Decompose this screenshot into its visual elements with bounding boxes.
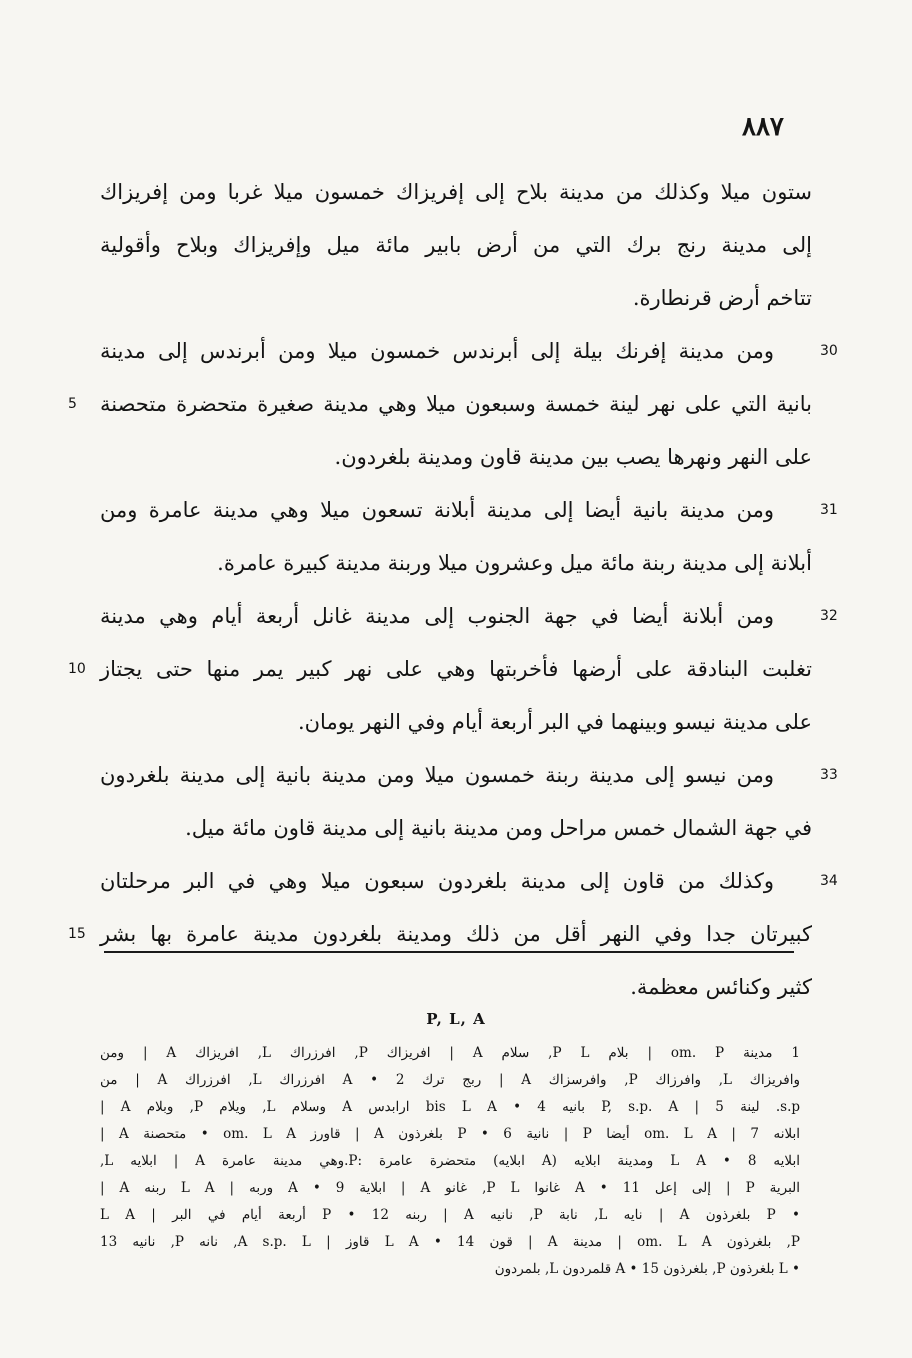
- text-line: [100, 325, 838, 378]
- line-text: كثير وكنائس معظمة.: [630, 975, 812, 999]
- text-line: [100, 166, 812, 219]
- footnote-divider: [104, 951, 794, 953]
- text-line: [100, 802, 812, 855]
- line-text: ومن مدينة إفرنك بيلة إلى أبرندس خمسون ميلا ومن أبرندس إلى مدينة: [100, 339, 774, 363]
- text-line: [100, 537, 812, 590]
- line-text: تتاخم أرض قرنطارة.: [632, 286, 812, 310]
- line-text: في جهة الشمال خمس مراحل ومن مدينة بانية إلى مدينة قاون مائة ميل.: [185, 816, 812, 840]
- line-number: 15: [68, 926, 86, 942]
- text-line: [100, 272, 812, 325]
- paragraph-number: 34: [820, 873, 838, 889]
- line-text: بانية التي على نهر لينة خمسة وسبعون ميلا وهي مدينة صغيرة متحضرة متحصنة: [100, 392, 812, 416]
- paragraph-number: 33: [820, 767, 838, 783]
- text-line: [100, 696, 812, 749]
- critical-apparatus: [100, 1040, 800, 1283]
- text-line: [100, 855, 838, 908]
- line-text: على مدينة نيسو وبينهما في البر أربعة أيام وفي النهر يومان.: [297, 710, 812, 734]
- apparatus-line: • P بلغرذون A | نايه L, نابة P, نانيه A | ربنه 12 • P أربعة أيام في البر | L A: [100, 1207, 800, 1223]
- line-text: إلى مدينة رنج برك التي من أرض بابير مائة ميل وإفريزاك وبلاح وأقولية: [100, 233, 812, 257]
- apparatus-line: s.p. لينة P, s.p. A | 5 بانيه bis L A • 4 ارابدس A وسلام L, ويلام P, وبلام A |: [100, 1099, 801, 1115]
- line-text: ومن أبلانة أيضا في جهة الجنوب إلى مدينة غانل أربعة أيام وهي مدينة: [100, 604, 774, 628]
- line-text: ومن نيسو إلى مدينة ربنة خمسون ميلا ومن مدينة بانية إلى مدينة بلغردون: [100, 763, 774, 787]
- text-line: [68, 378, 812, 431]
- line-number: 5: [68, 396, 77, 412]
- text-line: [100, 749, 838, 802]
- line-number: 10: [68, 661, 86, 677]
- line-text: تغلبت البنادقة على أرضها فأخربتها وهي على نهر كبير يمر منها حتى يجتاز: [100, 657, 812, 681]
- apparatus-line: P, بلغرذون om. L A | مدينة A | قون 14 • L A قاوز | A s.p. L, نانه P, نانيه 13: [100, 1234, 800, 1250]
- text-line: [100, 590, 838, 643]
- apparatus-line: ابلايه 8 • L A ومدينة ابلايه (A ابلايه) متحضرة عامرة :P.وهي مدينة عامرة A | ابلايه L,: [100, 1153, 800, 1169]
- text-line: [100, 431, 812, 484]
- line-text: ومن مدينة بانية أيضا إلى مدينة أبلانة تسعون ميلا وهي مدينة عامرة ومن: [100, 498, 774, 522]
- line-text: وكذلك من قاون إلى مدينة بلغردون سبعون ميلا وهي في البر مرحلتان: [100, 869, 774, 893]
- text-line: [100, 219, 812, 272]
- paragraph-number: 30: [820, 343, 838, 359]
- text-line: [68, 643, 812, 696]
- paragraph-number: 31: [820, 502, 838, 518]
- line-text: أبلانة إلى مدينة ربنة مائة ميل وعشرون ميلا وربنة مدينة كبيرة عامرة.: [217, 551, 812, 575]
- main-text: [68, 166, 838, 1014]
- paragraph-number: 32: [820, 608, 838, 624]
- text-line: [100, 961, 812, 1014]
- text-line: [68, 908, 812, 961]
- manuscript-sigla: P, L, A: [426, 1010, 486, 1028]
- text-line: [100, 484, 838, 537]
- line-text: ستون ميلا وكذلك من مدينة بلاح إلى إفريزاك خمسون ميلا غربا ومن إفريزاك: [100, 180, 812, 204]
- line-text: على النهر ونهرها يصب بين مدينة قاون ومدينة بلغردون.: [334, 445, 812, 469]
- apparatus-line: وافريزاك L, وافرزاك P, وافرسزاك A | ربج ترك 2 • A افرزراك L, افرزراك A | من: [100, 1072, 800, 1088]
- apparatus-line: 1 مدينة om. P | بلام P L, سلام A | افريزاك P, افرزراك L, افريزاك A | ومن: [100, 1045, 800, 1061]
- apparatus-line: ابلانه om. L A | 7 أيضا P | نانية P • 6 بلغرذون A | قاورز om. L A • متحصنة A |: [100, 1126, 801, 1142]
- page-number: ٨٨٧: [742, 112, 784, 142]
- apparatus-line: البرية P | إلى إعل 11 • A غانوا P L, غانو A | ابلاية 9 • A وربه | L A ربنه A |: [100, 1180, 801, 1196]
- line-text: كبيرتان جدا وفي النهر أقل من ذلك ومدينة بلغردون مدينة عامرة بها بشر: [100, 922, 812, 946]
- apparatus-line: • L بلغرذون P, بلغرذون 15 • A قلمردون L, بلمردون: [494, 1261, 800, 1277]
